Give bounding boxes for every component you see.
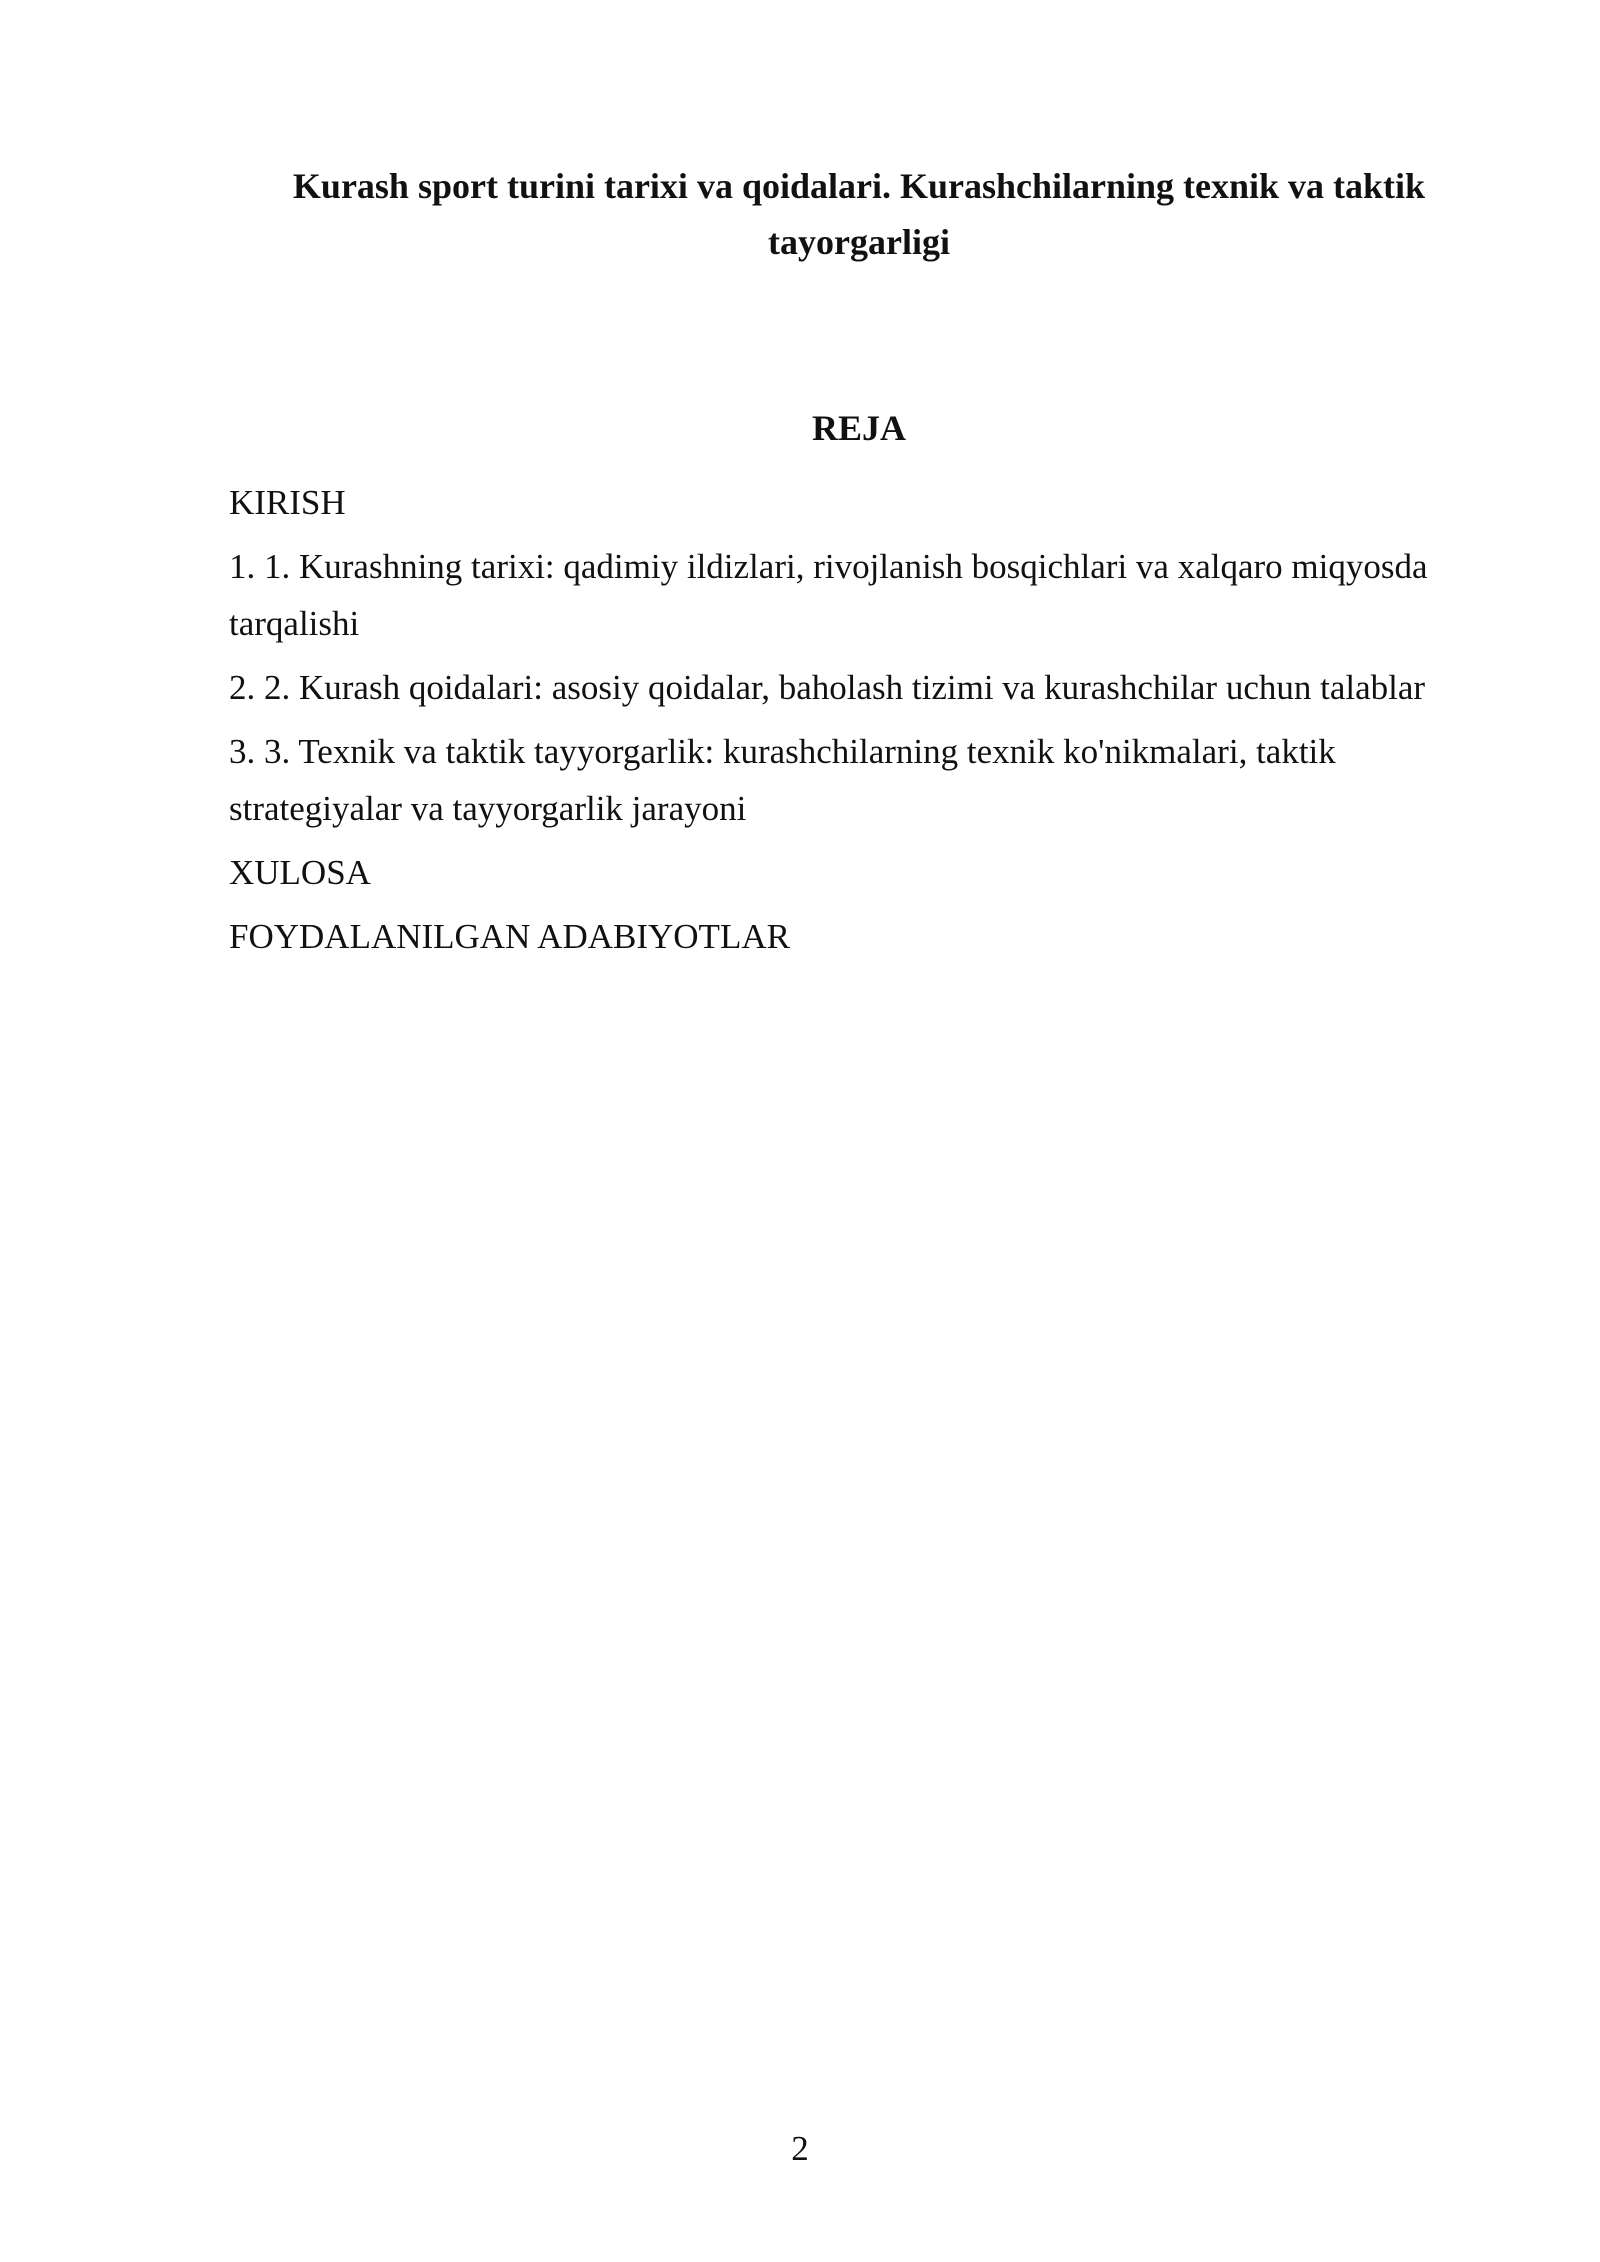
plan-item-references: FOYDALANILGAN ADABIYOTLAR bbox=[229, 917, 790, 956]
plan-list bbox=[229, 474, 1449, 972]
plan-item-rules: 2. 2. Kurash qoidalari: asosiy qoidalar, baholash tizimi va kurashchilar uchun talablar bbox=[229, 668, 1426, 707]
document-title: Kurash sport turini tarixi va qoidalari. Kurashchilarning texnik va taktik tayorgarligi bbox=[292, 166, 1426, 262]
page-number: 2 bbox=[791, 2129, 809, 2168]
plan-item-history: 1. 1. Kurashning tarixi: qadimiy ildizlari, rivojlanish bosqichlari va xalqaro miqyosda tarqalishi bbox=[229, 547, 1428, 643]
plan-heading: REJA bbox=[811, 408, 906, 448]
plan-item-training: 3. 3. Texnik va taktik tayyorgarlik: kurashchilarning texnik ko'nikmalari, taktik strategiyalar va tayyorgarlik jarayoni bbox=[229, 732, 1336, 828]
plan-item-introduction: KIRISH bbox=[229, 483, 346, 522]
plan-item-conclusion: XULOSA bbox=[229, 853, 371, 892]
